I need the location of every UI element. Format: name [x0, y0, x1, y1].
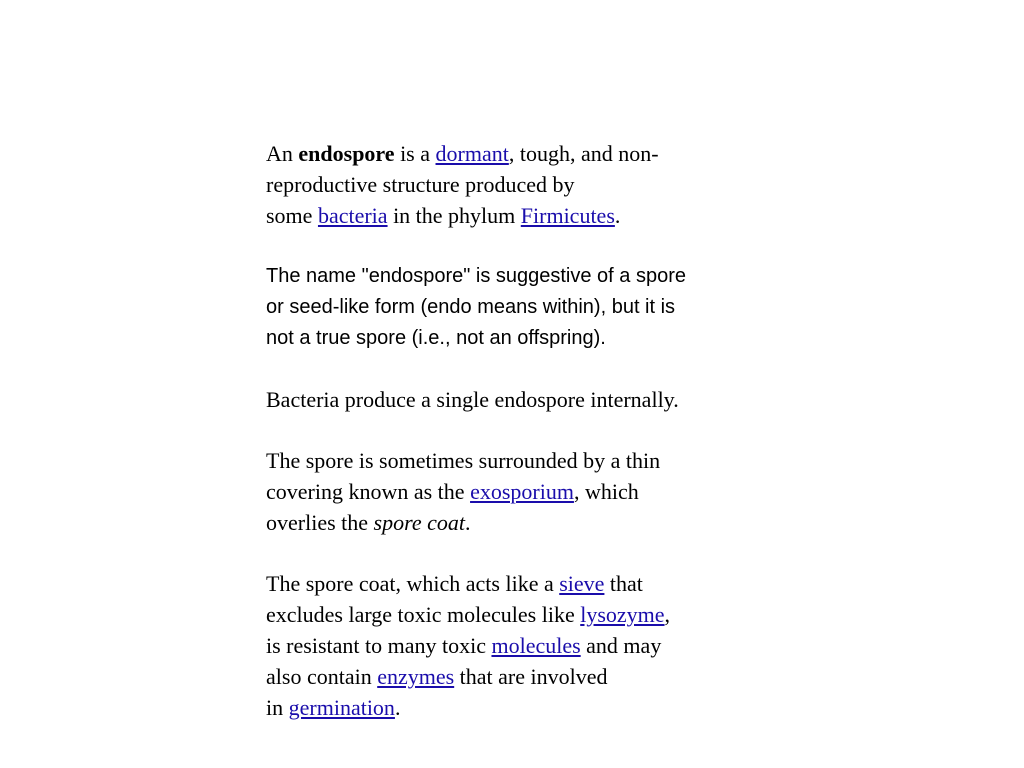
text-line: some bacteria in the phylum Firmicutes. — [266, 203, 621, 228]
link-molecules[interactable]: molecules — [491, 633, 581, 658]
link-exosporium[interactable]: exosporium — [470, 479, 574, 504]
link-enzymes[interactable]: enzymes — [377, 664, 455, 689]
text-line: The spore coat, which acts like a sieve that — [266, 571, 643, 596]
spacer — [266, 354, 766, 384]
paragraph-spore-coat — [266, 568, 766, 723]
link-sieve[interactable]: sieve — [559, 571, 605, 596]
link-firmicutes[interactable]: Firmicutes — [520, 203, 615, 228]
text-line: Bacteria produce a single endospore internally. — [266, 387, 679, 412]
link-germination[interactable]: germination — [288, 695, 395, 720]
spacer — [266, 415, 766, 445]
text-line: overlies the spore coat. — [266, 510, 471, 535]
link-bacteria[interactable]: bacteria — [317, 203, 388, 228]
paragraph-internal — [266, 384, 766, 415]
term-endospore: endospore — [298, 141, 395, 166]
text-line: is resistant to many toxic molecules and may — [266, 633, 662, 658]
text-line: also contain enzymes that are involved — [266, 664, 608, 689]
text-line: or seed-like form (endo means within), but it is — [266, 296, 676, 318]
spacer — [266, 538, 766, 568]
paragraph-name-origin — [266, 261, 766, 354]
term-spore-coat: spore coat — [373, 510, 465, 535]
text-line: An endospore is a dormant, tough, and non- — [266, 141, 659, 166]
link-lysozyme[interactable]: lysozyme — [580, 602, 665, 627]
text-line: The spore is sometimes surrounded by a thin — [266, 448, 661, 473]
link-dormant[interactable]: dormant — [435, 141, 509, 166]
spacer — [266, 231, 766, 261]
text-line: in germination. — [266, 695, 401, 720]
paragraph-exosporium — [266, 445, 766, 538]
text-line: excludes large toxic molecules like lysozyme, — [266, 602, 671, 627]
paragraph-definition — [266, 138, 766, 231]
text-line: not a true spore (i.e., not an offspring). — [266, 327, 606, 349]
slide-body — [266, 138, 766, 723]
text-line: covering known as the exosporium, which — [266, 479, 639, 504]
text-line: reproductive structure produced by — [266, 172, 575, 197]
text-line: The name "endospore" is suggestive of a spore — [266, 265, 686, 287]
